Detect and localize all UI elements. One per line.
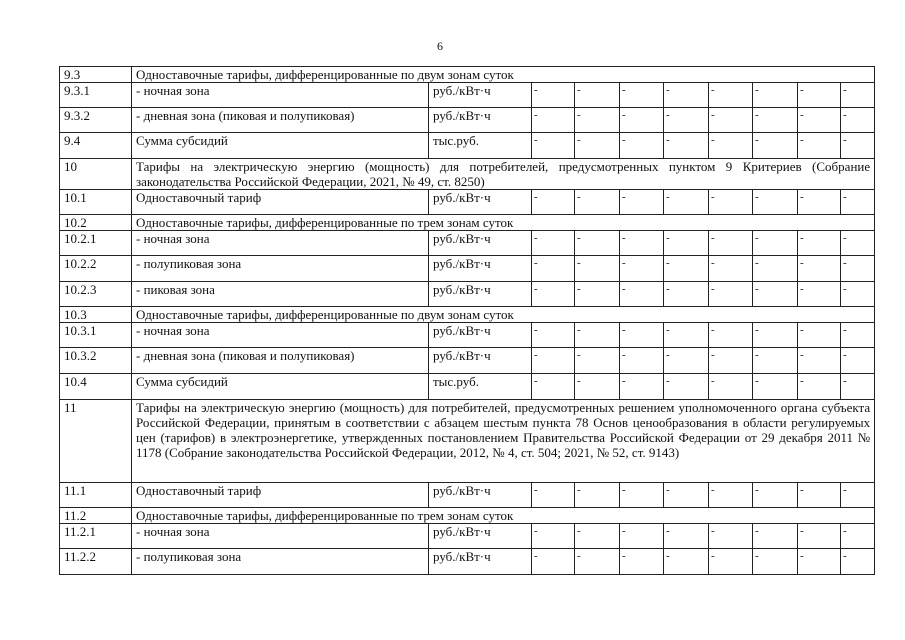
value-cell: -: [798, 108, 841, 133]
value-cell: -: [532, 256, 575, 282]
value-cell: -: [841, 524, 875, 549]
value-cell: -: [709, 483, 753, 508]
value-cell: -: [798, 133, 841, 159]
value-cell: -: [841, 231, 875, 256]
row-name: - дневная зона (пиковая и полупиковая): [132, 108, 429, 133]
value-cell: -: [798, 231, 841, 256]
row-name: - ночная зона: [132, 524, 429, 549]
table-row: [60, 133, 875, 159]
value-cell: -: [664, 108, 709, 133]
row-unit: руб./кВт·ч: [429, 282, 532, 307]
value-cell: -: [798, 374, 841, 400]
value-cell: -: [620, 83, 664, 108]
value-cell: -: [532, 190, 575, 215]
value-cell: -: [664, 231, 709, 256]
value-cell: -: [620, 256, 664, 282]
value-cell: -: [620, 374, 664, 400]
table-section-row: [60, 159, 875, 190]
value-cell: -: [532, 108, 575, 133]
value-cell: -: [664, 348, 709, 374]
value-cell: -: [841, 282, 875, 307]
value-cell: -: [575, 323, 620, 348]
row-number: 9.3.2: [60, 108, 132, 133]
value-cell: -: [532, 231, 575, 256]
value-cell: -: [620, 108, 664, 133]
value-cell: -: [798, 524, 841, 549]
value-cell: -: [532, 483, 575, 508]
value-cell: -: [620, 190, 664, 215]
value-cell: -: [532, 83, 575, 108]
value-cell: -: [664, 524, 709, 549]
row-unit: руб./кВт·ч: [429, 549, 532, 575]
table-row: [60, 231, 875, 256]
row-number: 11.2.1: [60, 524, 132, 549]
value-cell: -: [532, 348, 575, 374]
value-cell: -: [575, 348, 620, 374]
row-number: 11.2.2: [60, 549, 132, 575]
value-cell: -: [709, 133, 753, 159]
value-cell: -: [841, 256, 875, 282]
row-number: 10.3.2: [60, 348, 132, 374]
row-number: 10.2.2: [60, 256, 132, 282]
section-title: Одноставочные тарифы, дифференцированные по трем зонам суток: [132, 215, 875, 231]
row-number: 11: [60, 400, 132, 483]
table-section-row: [60, 307, 875, 323]
value-cell: -: [620, 348, 664, 374]
table-section-row: [60, 400, 875, 483]
value-cell: -: [620, 483, 664, 508]
value-cell: -: [709, 190, 753, 215]
table-row: [60, 190, 875, 215]
value-cell: -: [753, 256, 798, 282]
row-unit: руб./кВт·ч: [429, 256, 532, 282]
row-number: 10.2.1: [60, 231, 132, 256]
value-cell: -: [620, 549, 664, 575]
value-cell: -: [664, 83, 709, 108]
value-cell: -: [709, 524, 753, 549]
row-number: 10.1: [60, 190, 132, 215]
value-cell: -: [709, 348, 753, 374]
row-number: 10.2: [60, 215, 132, 231]
value-cell: -: [798, 483, 841, 508]
value-cell: -: [620, 323, 664, 348]
value-cell: -: [709, 231, 753, 256]
value-cell: -: [841, 549, 875, 575]
value-cell: -: [753, 483, 798, 508]
row-name: - ночная зона: [132, 83, 429, 108]
row-number: 10.3.1: [60, 323, 132, 348]
value-cell: -: [575, 256, 620, 282]
value-cell: -: [798, 83, 841, 108]
value-cell: -: [664, 374, 709, 400]
value-cell: -: [798, 348, 841, 374]
table-row: [60, 374, 875, 400]
row-unit: руб./кВт·ч: [429, 483, 532, 508]
value-cell: -: [575, 282, 620, 307]
value-cell: -: [575, 374, 620, 400]
value-cell: -: [532, 282, 575, 307]
row-name: - ночная зона: [132, 231, 429, 256]
row-unit: руб./кВт·ч: [429, 348, 532, 374]
value-cell: -: [753, 524, 798, 549]
table-section-row: [60, 508, 875, 524]
value-cell: -: [841, 323, 875, 348]
value-cell: -: [709, 108, 753, 133]
row-name: - пиковая зона: [132, 282, 429, 307]
value-cell: -: [798, 549, 841, 575]
value-cell: -: [753, 374, 798, 400]
value-cell: -: [664, 256, 709, 282]
section-title: Одноставочные тарифы, дифференцированные по двум зонам суток: [132, 67, 875, 83]
row-name: - полупиковая зона: [132, 256, 429, 282]
table-row: [60, 256, 875, 282]
value-cell: -: [841, 108, 875, 133]
value-cell: -: [753, 190, 798, 215]
table-row: [60, 348, 875, 374]
value-cell: -: [753, 133, 798, 159]
value-cell: -: [753, 348, 798, 374]
row-unit: тыс.руб.: [429, 133, 532, 159]
row-name: - дневная зона (пиковая и полупиковая): [132, 348, 429, 374]
value-cell: -: [575, 83, 620, 108]
tariff-table: [59, 66, 875, 575]
row-number: 10.3: [60, 307, 132, 323]
row-number: 11.1: [60, 483, 132, 508]
value-cell: -: [575, 108, 620, 133]
value-cell: -: [664, 190, 709, 215]
row-number: 9.3: [60, 67, 132, 83]
row-name: Сумма субсидий: [132, 133, 429, 159]
value-cell: -: [575, 231, 620, 256]
value-cell: -: [709, 83, 753, 108]
value-cell: -: [664, 133, 709, 159]
table-row: [60, 483, 875, 508]
value-cell: -: [664, 549, 709, 575]
row-number: 10.2.3: [60, 282, 132, 307]
row-number: 10: [60, 159, 132, 190]
value-cell: -: [753, 108, 798, 133]
value-cell: -: [532, 524, 575, 549]
value-cell: -: [575, 190, 620, 215]
value-cell: -: [532, 374, 575, 400]
row-unit: руб./кВт·ч: [429, 231, 532, 256]
section-title: Одноставочные тарифы, дифференцированные по трем зонам суток: [132, 508, 875, 524]
table-row: [60, 108, 875, 133]
value-cell: -: [841, 374, 875, 400]
row-number: 11.2: [60, 508, 132, 524]
row-name: Одноставочный тариф: [132, 483, 429, 508]
value-cell: -: [664, 282, 709, 307]
value-cell: -: [841, 483, 875, 508]
value-cell: -: [798, 282, 841, 307]
value-cell: -: [532, 549, 575, 575]
value-cell: -: [709, 256, 753, 282]
table-section-row: [60, 67, 875, 83]
value-cell: -: [709, 374, 753, 400]
value-cell: -: [798, 256, 841, 282]
page-number: 6: [437, 39, 443, 53]
row-unit: руб./кВт·ч: [429, 190, 532, 215]
row-number: 9.4: [60, 133, 132, 159]
value-cell: -: [753, 549, 798, 575]
row-unit: руб./кВт·ч: [429, 323, 532, 348]
row-name: Одноставочный тариф: [132, 190, 429, 215]
table-row: [60, 83, 875, 108]
value-cell: -: [620, 524, 664, 549]
value-cell: -: [532, 323, 575, 348]
value-cell: -: [620, 282, 664, 307]
value-cell: -: [575, 524, 620, 549]
value-cell: -: [532, 133, 575, 159]
row-unit: тыс.руб.: [429, 374, 532, 400]
row-unit: руб./кВт·ч: [429, 524, 532, 549]
section-title: Тарифы на электрическую энергию (мощность) для потребителей, предусмотренных решением уполномоченного органа субъекта Российской Федерации, принятым в соответствии с абзацем шестым пункта 78 Основ ценообразования в области регулируемых цен (тарифов) в электроэнергетике, утвержденных постановлением Правительства Российской Федерации от 29 декабря 2011 № 1178 (Собрание законодательства Российской Федерации, 2012, № 4, ст. 504; 2021, № 52, ст. 9143): [132, 400, 875, 483]
row-name: Сумма субсидий: [132, 374, 429, 400]
value-cell: -: [841, 190, 875, 215]
value-cell: -: [620, 231, 664, 256]
table-row: [60, 282, 875, 307]
section-title: Одноставочные тарифы, дифференцированные по двум зонам суток: [132, 307, 875, 323]
row-unit: руб./кВт·ч: [429, 83, 532, 108]
value-cell: -: [575, 133, 620, 159]
row-unit: руб./кВт·ч: [429, 108, 532, 133]
value-cell: -: [753, 83, 798, 108]
table-section-row: [60, 215, 875, 231]
value-cell: -: [798, 323, 841, 348]
value-cell: -: [709, 282, 753, 307]
value-cell: -: [575, 483, 620, 508]
value-cell: -: [664, 483, 709, 508]
value-cell: -: [841, 348, 875, 374]
row-number: 9.3.1: [60, 83, 132, 108]
row-name: - ночная зона: [132, 323, 429, 348]
row-number: 10.4: [60, 374, 132, 400]
value-cell: -: [798, 190, 841, 215]
value-cell: -: [841, 83, 875, 108]
table-row: [60, 323, 875, 348]
value-cell: -: [709, 549, 753, 575]
value-cell: -: [753, 323, 798, 348]
table-row: [60, 524, 875, 549]
value-cell: -: [664, 323, 709, 348]
value-cell: -: [753, 231, 798, 256]
value-cell: -: [753, 282, 798, 307]
value-cell: -: [709, 323, 753, 348]
value-cell: -: [620, 133, 664, 159]
value-cell: -: [841, 133, 875, 159]
row-name: - полупиковая зона: [132, 549, 429, 575]
value-cell: -: [575, 549, 620, 575]
table-row: [60, 549, 875, 575]
section-title: Тарифы на электрическую энергию (мощность) для потребителей, предусмотренных пунктом 9 Критериев (Собрание законодательства Российской Федерации, 2021, № 49, ст. 8250): [132, 159, 875, 190]
